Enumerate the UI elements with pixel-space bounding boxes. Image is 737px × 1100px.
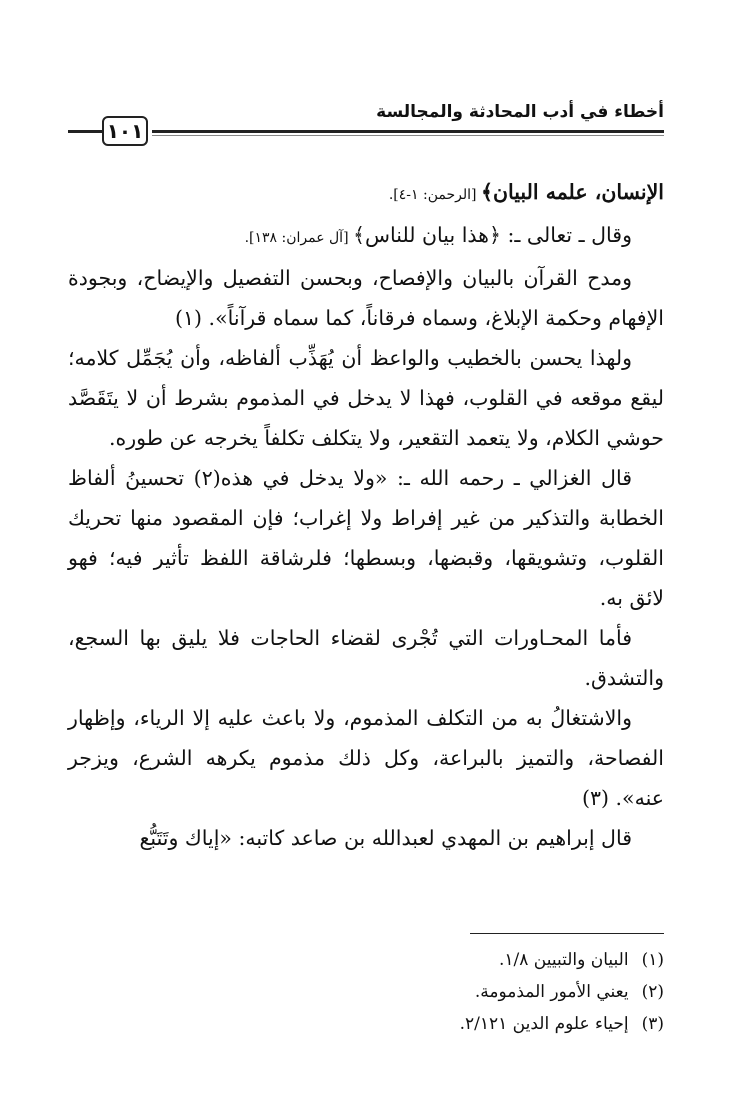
verse-intro: وقال ـ تعالى ـ: ﴿هذا بيان للناس﴾ — [352, 223, 632, 247]
footnote-2 — [68, 976, 664, 1008]
paragraph-6: فأما المحـاورات التي تُجْرى لقضاء الحاجات فلا يليق بها السجع، والتشدق. — [68, 626, 664, 690]
header-rule-left — [68, 130, 102, 133]
footnote-number: (٢) — [641, 982, 664, 1002]
footnote-number: (١) — [641, 950, 664, 970]
page-number: ١٠١ — [102, 116, 148, 146]
footnote-3 — [68, 1008, 664, 1040]
paragraph-2 — [68, 215, 664, 258]
paragraph-3: ومدح القرآن بالبيان والإفصاح، وبحسن التفصيل والإيضاح، وبجودة الإفهام وحكمة الإبلاغ، وسماه فرقاناً، كما سماه قرآناً». (١) — [68, 266, 664, 330]
verse-citation: [آل عمران: ١٣٨]. — [244, 230, 353, 246]
header-rule — [152, 130, 664, 133]
paragraph-1 — [68, 172, 664, 215]
book-title: أخطاء في أدب المحادثة والمجالسة — [376, 102, 664, 122]
paragraph-8: قال إبراهيم بن المهدي لعبدالله بن صاعد كاتبه: «إياك وتَتَبُّع — [139, 826, 632, 850]
footnote-number: (٣) — [641, 1014, 664, 1034]
footnote-text: إحياء علوم الدين ٢/١٢١. — [459, 1014, 629, 1034]
verse-citation: [الرحمن: ١-٤]. — [388, 187, 481, 203]
paragraph-7: والاشتغالُ به من التكلف المذموم، ولا باعث عليه إلا الرياء، وإظهار الفصاحة، والتميز بالبراعة، وكل ذلك مذموم يكرهه الشرع، ويزجر عنه». (٣) — [68, 706, 664, 810]
footnote-text: البيان والتبيين ١/٨. — [498, 950, 629, 970]
header-rule-thin — [152, 135, 664, 136]
footnote-1 — [68, 944, 664, 976]
footnotes — [68, 944, 664, 1040]
paragraph-4: ولهذا يحسن بالخطيب والواعظ أن يُهَذِّب ألفاظه، وأن يُجَمِّل كلامه؛ ليقع موقعه في القلوب، فهذا لا يدخل في المذموم بشرط أن لا يتَقَصَّد حوشي الكلام، ولا يتعمد التقعير، ولا يتكلف تكلفاً يخرجه عن طوره. — [68, 346, 664, 450]
verse-text: الإنسان، علمه البيان﴾ — [480, 180, 664, 204]
page-header — [68, 96, 664, 152]
footnotes-divider — [470, 933, 664, 934]
paragraph-5: قال الغزالي ـ رحمه الله ـ: «ولا يدخل في هذه(٢) تحسينُ ألفاظ الخطابة والتذكير من غير إفراط ولا إغراب؛ فإن المقصود منها تحريك القلوب، وتشويقها، وقبضها، وبسطها؛ فلرشاقة اللفظ تأثير فيه؛ فهو لائق به. — [68, 466, 664, 610]
footnote-text: يعني الأمور المذمومة. — [474, 982, 629, 1002]
body-text — [68, 172, 664, 858]
